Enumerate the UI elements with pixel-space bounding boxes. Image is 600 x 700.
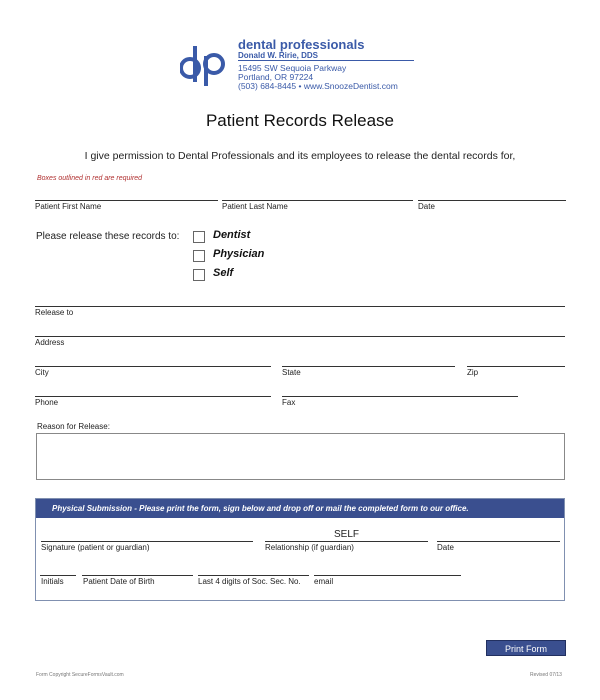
release-to-field[interactable]	[35, 306, 565, 307]
required-note: Boxes outlined in red are required	[37, 175, 143, 182]
zip-field[interactable]	[467, 366, 565, 367]
address-line2: Portland, OR 97224	[238, 72, 314, 82]
state-label: State	[282, 368, 301, 377]
dentist-label: Dentist	[213, 229, 251, 241]
physician-label: Physician	[213, 248, 265, 260]
brand-divider	[238, 60, 414, 61]
self-label: Self	[213, 267, 234, 279]
address-field[interactable]	[35, 336, 565, 337]
self-checkbox[interactable]	[193, 269, 205, 281]
page-title: Patient Records Release	[205, 111, 395, 130]
ssn-label: Last 4 digits of Soc. Sec. No.	[198, 577, 301, 586]
city-label: City	[35, 368, 49, 377]
signature-label: Signature (patient or guardian)	[41, 543, 150, 552]
phone-field[interactable]	[35, 396, 271, 397]
fax-field[interactable]	[282, 396, 518, 397]
date-field[interactable]	[418, 200, 566, 201]
sign-date-field[interactable]	[437, 541, 560, 542]
revised-text: Revised 07/13	[530, 672, 562, 678]
doctor-name: Donald W. Ririe, DDS	[238, 51, 319, 60]
signature-field[interactable]	[41, 541, 253, 542]
phone-label: Phone	[35, 398, 59, 407]
email-field[interactable]	[314, 575, 461, 576]
first-name-field[interactable]	[35, 200, 218, 201]
physician-checkbox[interactable]	[193, 250, 205, 262]
release-to-label: Release to	[35, 308, 74, 317]
print-form-button[interactable]: Print Form	[486, 640, 566, 656]
release-prompt: Please release these records to:	[36, 231, 180, 242]
zip-label: Zip	[467, 368, 479, 377]
relationship-field[interactable]	[265, 541, 428, 542]
reason-textarea[interactable]	[36, 433, 565, 480]
contact-line: (503) 684-8445 • www.SnoozeDentist.com	[238, 81, 398, 91]
relationship-label: Relationship (if guardian)	[265, 543, 354, 552]
reason-label: Reason for Release:	[37, 422, 110, 431]
ssn-field[interactable]	[198, 575, 309, 576]
dob-label: Patient Date of Birth	[83, 577, 155, 586]
sign-date-label: Date	[437, 543, 454, 552]
dentist-checkbox[interactable]	[193, 231, 205, 243]
address-label: Address	[35, 338, 65, 347]
city-field[interactable]	[35, 366, 271, 367]
relationship-value[interactable]: SELF	[333, 529, 359, 540]
permission-text: I give permission to Dental Professionals and its employees to release the dental records for,	[84, 150, 516, 162]
copyright-text: Form Copyright SecureFormsVault.com	[36, 672, 124, 678]
address-line1: 15495 SW Sequoia Parkway	[238, 63, 347, 73]
last-name-field[interactable]	[222, 200, 413, 201]
first-name-label: Patient First Name	[35, 202, 102, 211]
physical-heading: Physical Submission - Please print the form, sign below and drop off or mail the completed form to our office.	[36, 499, 564, 518]
date-label: Date	[418, 202, 435, 211]
last-name-label: Patient Last Name	[222, 202, 288, 211]
dp-logo-icon	[180, 36, 232, 86]
initials-label: Initials	[41, 577, 64, 586]
email-label: email	[314, 577, 334, 586]
fax-label: Fax	[282, 398, 296, 407]
brand-name: dental professionals	[238, 37, 365, 52]
initials-field[interactable]	[40, 575, 76, 576]
dob-field[interactable]	[82, 575, 193, 576]
state-field[interactable]	[282, 366, 455, 367]
